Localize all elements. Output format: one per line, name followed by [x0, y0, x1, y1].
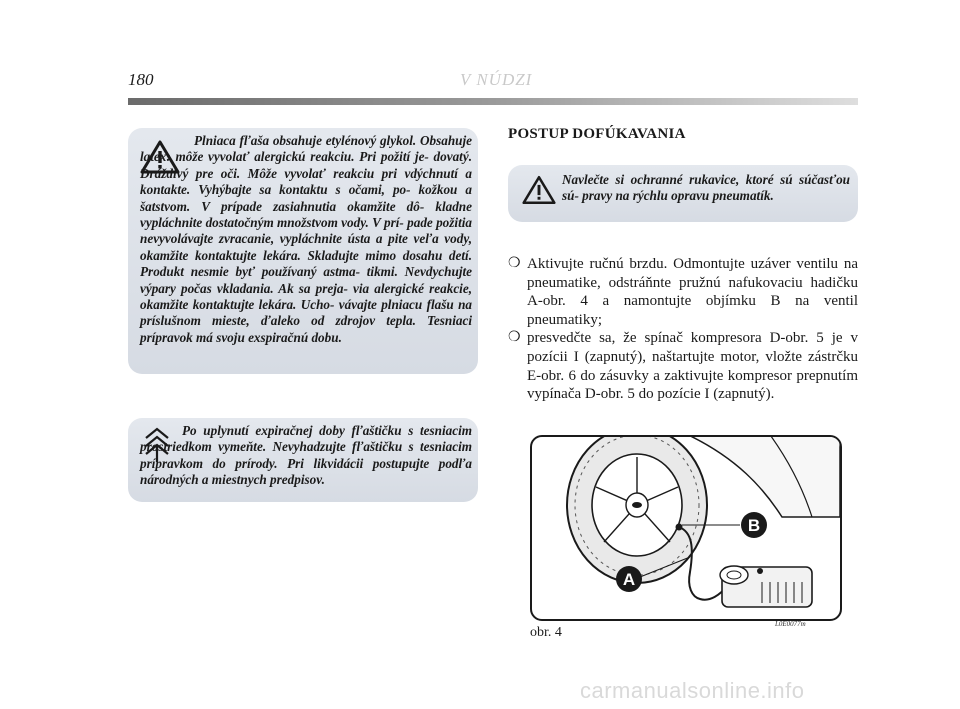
warning-note-gloves-text: Navlečte si ochranné rukavice, ktoré sú súčasťou sú- pravy na rýchlu opravu pneumatík.: [562, 172, 850, 204]
section-heading: POSTUP DOFÚKAVANIA: [508, 126, 686, 142]
list-item: [508, 329, 858, 403]
environment-note: [128, 418, 478, 502]
tire-compressor-illustration: [532, 437, 840, 619]
figure-code: L0E0077m: [775, 620, 806, 628]
figure-caption: obr. 4: [530, 625, 562, 640]
figure-tire-compressor: [530, 435, 842, 621]
bullet-mark: ❍: [508, 330, 521, 346]
page-number: 180: [128, 70, 154, 89]
callout-b-label: B: [747, 516, 761, 535]
environment-note-text: Po uplynutí expiračnej doby fľaštičku s tesniacim prostriedkom vymeňte. Nevyhadzujte fľaštičku s tesniacim prípravkom do prírody. Pri likvidácii postupujte podľa národných a miestnych predpisov.: [140, 423, 472, 488]
chapter-title: V NÚDZI: [460, 70, 533, 89]
warning-note-glycol-text: Plniaca fľaša obsahuje etylénový glykol. Obsahuje latex: môže vyvolať alergickú reakciu. Pri požití je- dovatý. Dráždivý pre oči. Môže vyvolať reakciu pri vdýchnutí a kontakte. Vyhýbajte sa kontaktu s očami, po- kožkou a šatstvom. V prípade zasiahnutia okamžite dô- kladne vypláchnite dostatočným množstvom vody. V prí- pade požitia nevyvolávajte zvracanie, vypláchnite ústa a pite veľa vody, okamžite kontaktujte lekára. Skladujte mimo dosahu detí. Produkt nesmie byť používaný astma- tikmi. Nevdychujte výpary počas vkladania. Ak sa preja- via alergické reakcie, okamžite kontaktujte lekára. Ucho- vávajte plniacu flašu na príslušnom mieste, ďaleko od zdrojov tepla. Tesniaci prípravok má svoju exspiračnú dobu.: [140, 133, 472, 345]
callout-a-label: A: [622, 570, 636, 589]
procedure-steps: [508, 255, 858, 404]
bullet-mark: ❍: [508, 256, 521, 271]
warning-note-gloves: [508, 165, 858, 222]
header-rule: [128, 98, 858, 105]
step-text: presvedčte sa, že spínač kompresora D-obr. 5 je v pozícii I (zapnutý), naštartujte motor, vložte zástrčku E-obr. 6 do zásuvky a zaktivujte kompresor prepnutím vypínača D-obr. 5 do pozície I (zapnutý).: [527, 330, 858, 403]
warning-triangle-icon: [522, 175, 556, 205]
watermark: carmanualsonline.info: [580, 678, 805, 703]
step-text: Aktivujte ručnú brzdu. Odmontujte uzáver ventilu na pneumatike, odstráňnte pružnú nafukovaciu hadičku A-obr. 4 a namontujte objímku B na ventil pneumatiky;: [527, 256, 858, 328]
list-item: [508, 255, 858, 329]
warning-note-glycol: [128, 128, 478, 374]
